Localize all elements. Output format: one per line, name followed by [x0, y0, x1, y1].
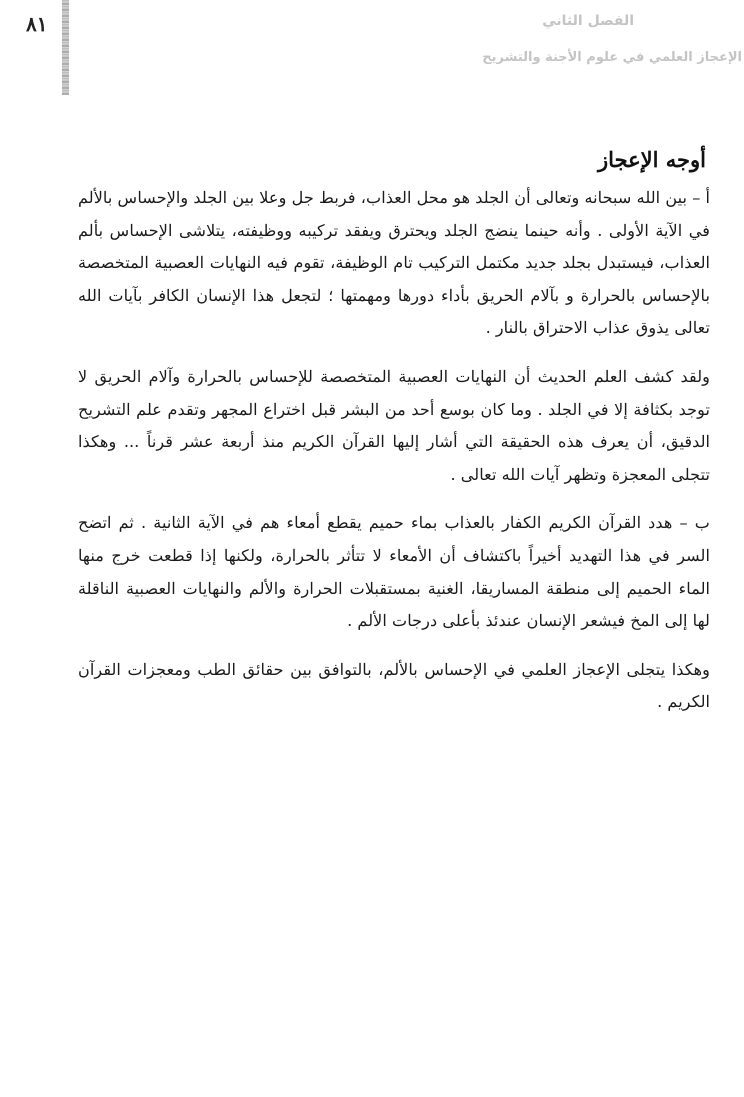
paragraph: وهكذا يتجلى الإعجاز العلمي في الإحساس بالألم، بالتوافق بين حقائق الطب ومعجزات القرآن الكريم .: [78, 659, 710, 712]
page-edge-mark: [62, 0, 69, 95]
paragraph: ولقد كشف العلم الحديث أن النهايات العصبية المتخصصة للإحساس بالحرارة وآلام الحريق لا توجد بكثافة إلا في الجلد . وما كان بوسع أحد من البشر قبل اختراع المجهر وتقدم علم التشريح الدقيق، أن يعرف هذه الحقيقة التي أشار إليها القرآن الكريم منذ أربعة عشر قرناً ... وهكذا تتجلى المعجزة وتظهر آيات الله تعالى .: [78, 366, 710, 484]
paragraph: ب – هدد القرآن الكريم الكفار بالعذاب بماء حميم يقطع أمعاء هم في الآية الثانية . ثم اتضح السر في هذا التهديد أخيراً باكتشاف أن الأمعاء لا تتأثر بالحرارة، ولكنها إذا قطعت خرج منها الماء الحميم إلى منطقة المساريقا، الغنية بمستقبلات الحرارة والألم والنهايات العصبية الناقلة لها إلى المخ فيشعر الإنسان عندئذ بأعلى درجات الألم .: [78, 513, 710, 631]
main-content: [78, 140, 710, 735]
page-number: ٨١: [26, 12, 48, 36]
running-head: [310, 8, 742, 65]
chapter-label: الفصل الثاني: [542, 13, 634, 29]
paragraph: أ – بين الله سبحانه وتعالى أن الجلد هو محل العذاب، فربط جل وعلا بين الجلد والإحساس بالألم في الآية الأولى . وأنه حينما ينضج الجلد ويحترق ويفقد تركيبه ووظيفته، يتلاشى الإحساس بألم العذاب، فيستبدل بجلد جديد مكتمل التركيب تام الوظيفة، تقوم فيه النهايات العصبية المتخصصة بالإحساس بالحرارة و بآلام الحريق بأداء دورها ومهمتها ؛ لتجعل هذا الإنسان الكافر بآيات الله تعالى يذوق عذاب الاحتراق بالنار .: [78, 188, 710, 338]
section-heading: أوجه الإعجاز: [598, 147, 706, 172]
chapter-subtitle: الإعجاز العلمي في علوم الأجنة والتشريح: [482, 50, 742, 65]
